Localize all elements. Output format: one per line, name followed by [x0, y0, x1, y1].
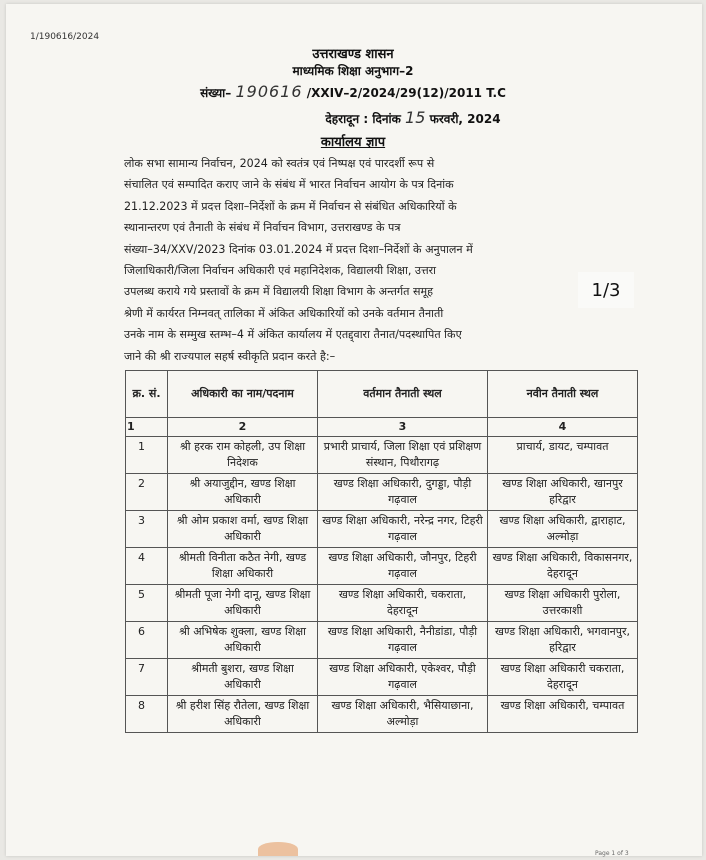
body-line: लोक सभा सामान्य निर्वाचन, 2024 को स्वतंत्र एवं निष्पक्ष एवं पारदर्शी रूप से	[124, 157, 435, 170]
new-posting-cell: प्राचार्य, डायट, चम्पावत	[488, 437, 638, 474]
body-line: संख्या–34/XXV/2023 दिनांक 03.01.2024 में प्रदत्त दिशा–निर्देशों के अनुपालन में	[124, 242, 473, 256]
posting-table	[125, 370, 638, 733]
body-line: जाने की श्री राज्यपाल सहर्ष स्वीकृति प्रदान करते है:–	[124, 349, 336, 363]
current-posting-cell: खण्ड शिक्षा अधिकारी, एकेश्वर, पौड़ी गढ़वाल	[318, 659, 488, 696]
serial-cell: 7	[126, 659, 168, 696]
body-line: संचालित एवं सम्पादित कराए जाने के संबंध में भारत निर्वाचन आयोग के पत्र दिनांक	[124, 178, 454, 192]
table-row	[126, 622, 638, 659]
new-posting-cell: खण्ड शिक्षा अधिकारी, विकासनगर, देहरादून	[488, 548, 638, 585]
column-index: 3	[318, 418, 488, 437]
department-section: माध्यमिक शिक्षा अनुभाग–2	[292, 64, 414, 78]
body-line: श्रेणी में कार्यरत निम्नवत् तालिका में अंकित अधिकारियों को उनके वर्तमान तैनाती	[124, 306, 444, 320]
officer-cell: श्री हरक राम कोहली, उप शिक्षा निदेशक	[168, 437, 318, 474]
page-indicator[interactable]: 1/3	[578, 272, 634, 308]
page-footer: Page 1 of 3	[595, 850, 629, 857]
header-officer: अधिकारी का नाम/पदनाम	[168, 371, 318, 418]
table-row	[126, 511, 638, 548]
table-row	[126, 437, 638, 474]
serial-cell: 8	[126, 696, 168, 733]
date-line	[120, 108, 706, 127]
serial-cell: 2	[126, 474, 168, 511]
column-index-row	[126, 418, 638, 437]
officer-cell: श्री अभिषेक शुक्ला, खण्ड शिक्षा अधिकारी	[168, 622, 318, 659]
serial-cell: 3	[126, 511, 168, 548]
reference-number: 190616	[235, 82, 303, 101]
reference-suffix: /XXIV–2/2024/29(12)/2011 T.C	[306, 86, 506, 100]
body-line: 21.12.2023 में प्रदत्त दिशा–निर्देशों के क्रम में निर्वाचन से संबंधित अधिकारियों के	[124, 199, 457, 213]
table-row	[126, 585, 638, 622]
header-serial: क्र. सं.	[126, 371, 168, 418]
file-reference: 1/190616/2024	[30, 32, 100, 42]
table-row	[126, 696, 638, 733]
body-line: स्थानान्तरण एवं तैनाती के संबंध में निर्वाचन विभाग, उत्तराखण्ड के पत्र	[124, 221, 401, 235]
table-header-row	[126, 371, 638, 418]
current-posting-cell: प्रभारी प्राचार्य, जिला शिक्षा एवं प्रशिक्षण संस्थान, पिथौरागढ़	[318, 437, 488, 474]
officer-cell: श्री अयाजुद्दीन, खण्ड शिक्षा अधिकारी	[168, 474, 318, 511]
date-prefix: देहरादून : दिनांक	[325, 112, 401, 126]
column-index: 1	[126, 418, 168, 437]
new-posting-cell: खण्ड शिक्षा अधिकारी चकराता, देहरादून	[488, 659, 638, 696]
table-row	[126, 474, 638, 511]
officer-cell: श्रीमती पूजा नेगी दानू, खण्ड शिक्षा अधिकारी	[168, 585, 318, 622]
current-posting-cell: खण्ड शिक्षा अधिकारी, जौनपुर, टिहरी गढ़वाल	[318, 548, 488, 585]
header-new-posting: नवीन तैनाती स्थल	[488, 371, 638, 418]
serial-cell: 6	[126, 622, 168, 659]
new-posting-cell: खण्ड शिक्षा अधिकारी, भगवानपुर, हरिद्वार	[488, 622, 638, 659]
current-posting-cell: खण्ड शिक्षा अधिकारी, नरेन्द्र नगर, टिहरी गढ़वाल	[318, 511, 488, 548]
reference-prefix: संख्या–	[200, 86, 232, 100]
table-row	[126, 548, 638, 585]
new-posting-cell: खण्ड शिक्षा अधिकारी, खानपुर हरिद्वार	[488, 474, 638, 511]
body-paragraph	[124, 153, 636, 367]
reference-line	[0, 82, 706, 101]
new-posting-cell: खण्ड शिक्षा अधिकारी पुरोला, उत्तरकाशी	[488, 585, 638, 622]
officer-cell: श्री ओम प्रकाश वर्मा, खण्ड शिक्षा अधिकारी	[168, 511, 318, 548]
finger-smudge	[258, 842, 298, 856]
serial-cell: 5	[126, 585, 168, 622]
new-posting-cell: खण्ड शिक्षा अधिकारी, द्वाराहाट, अल्मोड़ा	[488, 511, 638, 548]
current-posting-cell: खण्ड शिक्षा अधिकारी, दुगड्डा, पौड़ी गढ़वाल	[318, 474, 488, 511]
column-index: 4	[488, 418, 638, 437]
new-posting-cell: खण्ड शिक्षा अधिकारी, चम्पावत	[488, 696, 638, 733]
body-line: उपलब्ध कराये गये प्रस्तावों के क्रम में विद्यालयी शिक्षा विभाग के अन्तर्गत समूह	[124, 285, 434, 299]
body-line: जिलाधिकारी/जिला निर्वाचन अधिकारी एवं महानिदेशक, विद्यालयी शिक्षा, उत्तरा	[124, 263, 437, 277]
current-posting-cell: खण्ड शिक्षा अधिकारी, चकराता, देहरादून	[318, 585, 488, 622]
serial-cell: 1	[126, 437, 168, 474]
document-title: कार्यालय ज्ञाप	[320, 135, 386, 150]
date-suffix: फरवरी, 2024	[429, 112, 501, 126]
government-name: उत्तराखण्ड शासन	[312, 47, 394, 62]
serial-cell: 4	[126, 548, 168, 585]
column-index: 2	[168, 418, 318, 437]
current-posting-cell: खण्ड शिक्षा अधिकारी, नैनीडांडा, पौड़ी गढ़वाल	[318, 622, 488, 659]
officer-cell: श्री हरीश सिंह रौतेला, खण्ड शिक्षा अधिकारी	[168, 696, 318, 733]
body-line: उनके नाम के सम्मुख स्तम्भ–4 में अंकित कार्यालय में एतद्द्वारा तैनात/पदस्थापित किए	[124, 328, 462, 342]
officer-cell: श्रीमती विनीता कठैत नेगी, खण्ड शिक्षा अधिकारी	[168, 548, 318, 585]
table-row	[126, 659, 638, 696]
date-day: 15	[405, 108, 426, 127]
current-posting-cell: खण्ड शिक्षा अधिकारी, भैसियाछाना, अल्मोड़ा	[318, 696, 488, 733]
officer-cell: श्रीमती बुशरा, खण्ड शिक्षा अधिकारी	[168, 659, 318, 696]
header-current-posting: वर्तमान तैनाती स्थल	[318, 371, 488, 418]
